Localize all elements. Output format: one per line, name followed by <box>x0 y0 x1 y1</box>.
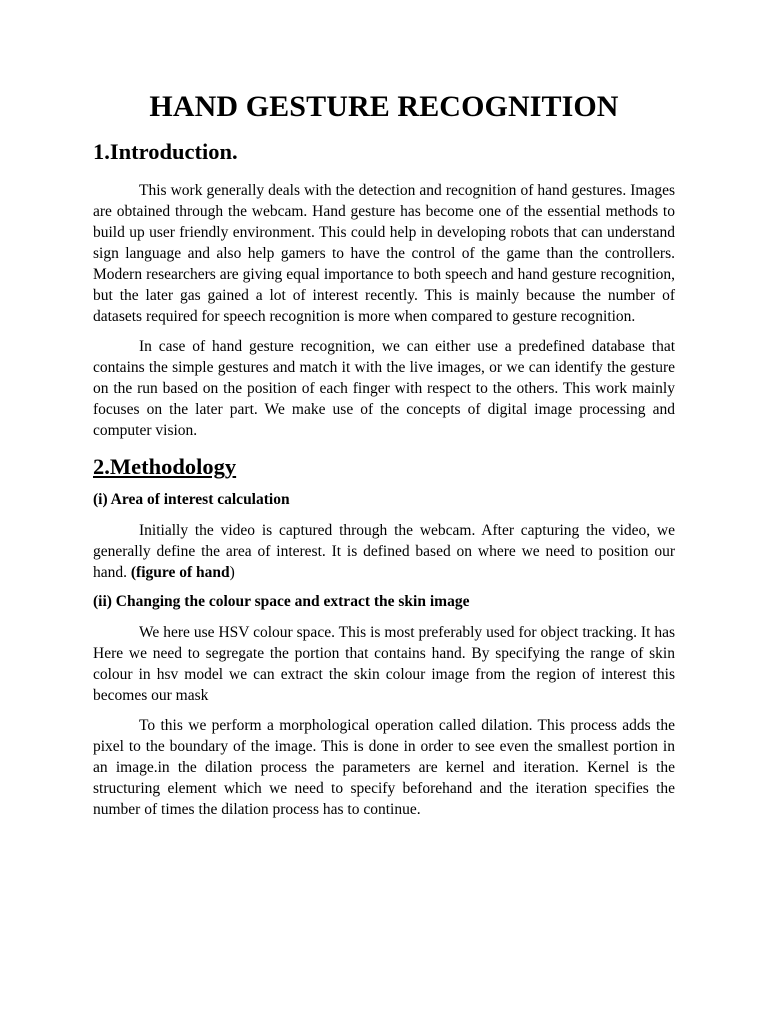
area-of-interest-text: Initially the video is captured through the webcam. After capturing the video, we generally define the area of interest. It is defined based on where we need to position our hand. <box>93 522 675 581</box>
dilation-paragraph: To this we perform a morphological operation called dilation. This process adds the pixel to the boundary of the image. This is done in order to see even the smallest portion in an image.in the dilation process the parameters are kernel and iteration. Kernel is the structuring element which we need to specify beforehand and the iteration specifies the number of times the dilation process has to continue. <box>93 717 675 818</box>
colour-space-paragraph: We here use HSV colour space. This is most preferably used for object tracking. It has Here we need to segregate the portion that contains hand. By specifying the range of skin colour in hsv model we can extract the skin colour image from the region of interest this becomes our mask <box>93 624 675 704</box>
figure-reference: (figure of hand <box>130 564 230 581</box>
methodology-heading: 2.Methodology <box>93 454 237 479</box>
introduction-paragraph: In case of hand gesture recognition, we can either use a predefined database that contains the simple gestures and match it with the live images, or we can identify the gesture on the run based on the position of each finger with respect to the others. This work mainly focuses on the later part. We make use of the concepts of digital image processing and computer vision. <box>93 338 675 439</box>
area-of-interest-paragraph <box>93 520 675 583</box>
introduction-heading: 1.Introduction. <box>93 139 238 164</box>
document-title: HAND GESTURE RECOGNITION <box>149 90 619 123</box>
subsection-heading-colour-space: (ii) Changing the colour space and extract the skin image <box>93 593 470 610</box>
subsection-heading-area-of-interest: (i) Area of interest calculation <box>93 491 290 508</box>
introduction-paragraph: This work generally deals with the detection and recognition of hand gestures. Images are obtained through the webcam. Hand gesture has become one of the essential methods to build up user friendly environment. This could help in developing robots that can understand sign language and also help gamers to have the control of the game than the controllers. Modern researchers are giving equal importance to both speech and hand gesture recognition, but the later gas gained a lot of interest recently. This is mainly because the number of datasets required for speech recognition is more when compared to gesture recognition. <box>93 182 675 325</box>
figure-reference-close: ) <box>229 564 235 581</box>
